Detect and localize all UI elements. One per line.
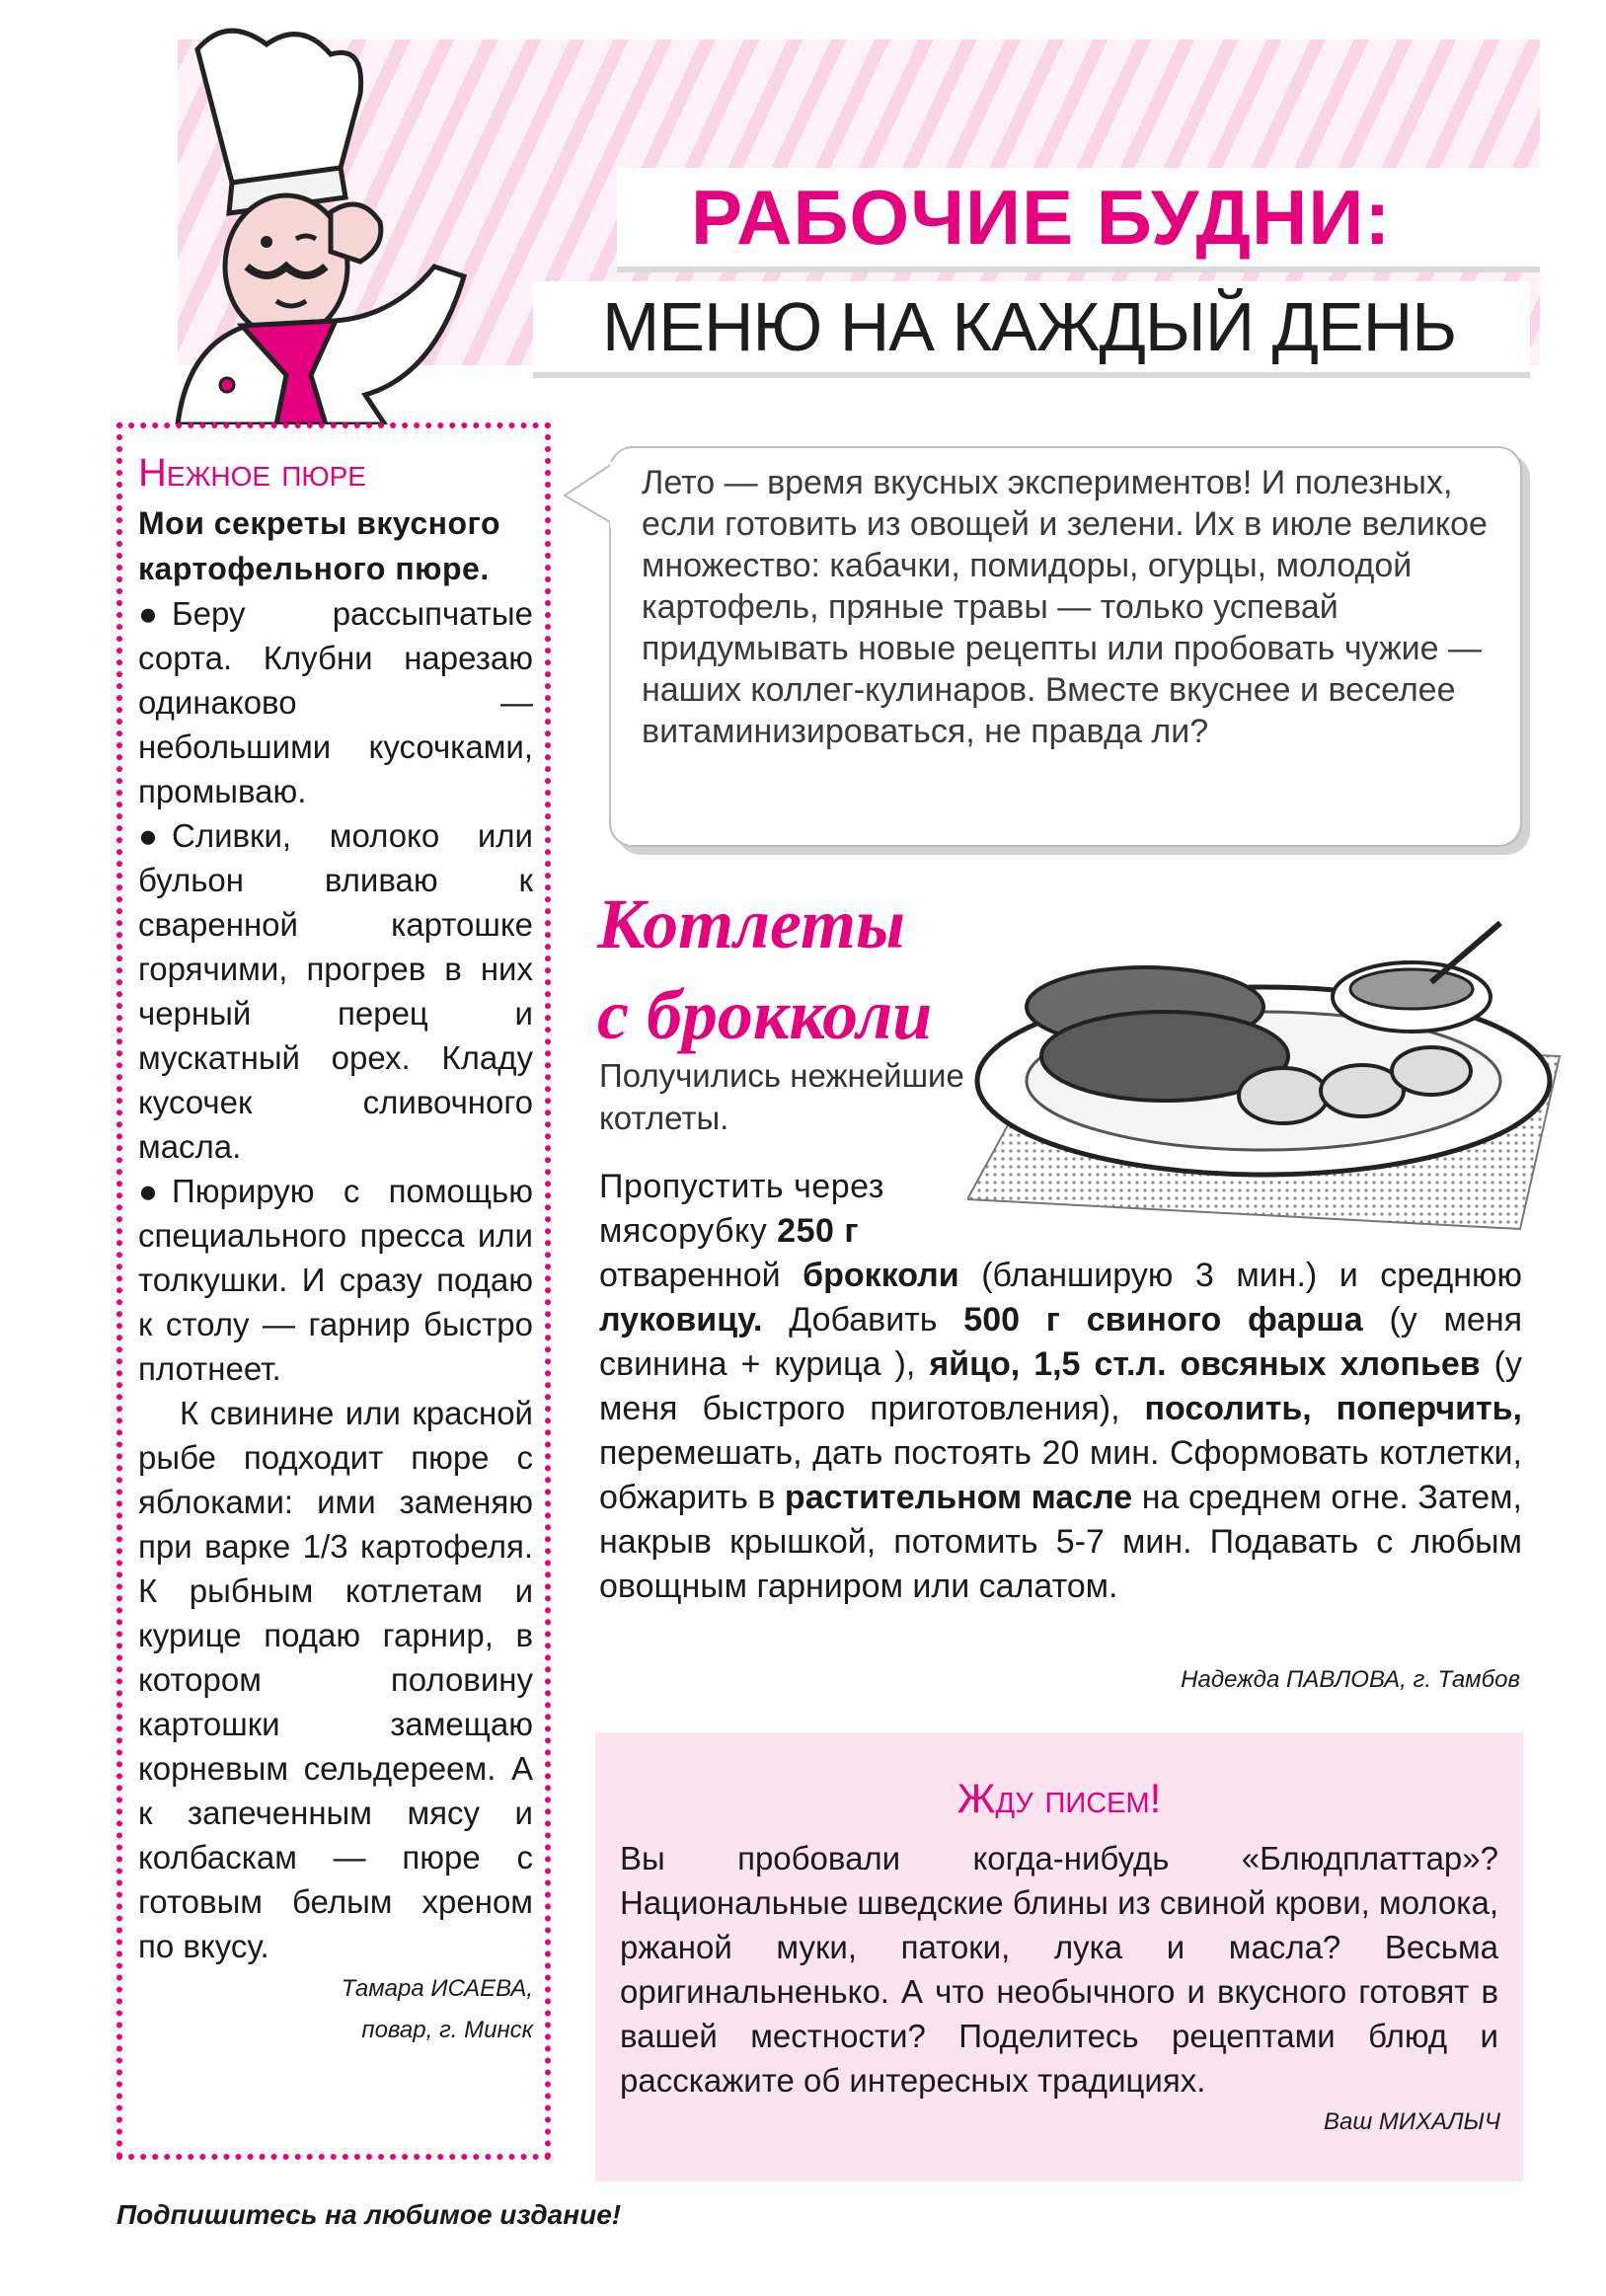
- tip-item: ● Беру рассыпчатые сорта. Клубни нарезаю одинаково — небольшими кусочками, промываю.: [138, 591, 533, 813]
- tips-author-place: повар, г. Минск: [361, 2017, 533, 2043]
- recipe-step-intro: Пропустить через мясорубку 250 г: [599, 1168, 884, 1250]
- bullet-icon: ●: [138, 1173, 158, 1209]
- bullet-icon: ●: [138, 595, 158, 632]
- cutlets-plate-illustration: [967, 918, 1579, 1234]
- letters-heading: Жду писем!: [956, 1775, 1162, 1821]
- speech-bubble-tail: [561, 456, 620, 535]
- tips-heading: Нежное пюре: [138, 451, 366, 495]
- tips-author-name: Тамара ИСАЕВА,: [341, 1975, 533, 2002]
- tip-item: ● Сливки, молоко или бульон вливаю к сваренной картошке горячими, прогрев в них черный перец и мускатный орех. Кладу кусочек сливочного масла.: [138, 813, 533, 1169]
- chef-illustration: [138, 20, 563, 424]
- letters-signature: Ваш МИХАЛЫЧ: [1323, 2108, 1500, 2135]
- page-title: РАБОЧИЕ БУДНИ:: [691, 174, 1392, 261]
- recipe-lead: Получились нежнейшие котлеты.: [599, 1057, 964, 1136]
- recipe-title: Котлеты с брокколи: [597, 884, 933, 1054]
- subscribe-footer: Подпишитесь на любимое издание!: [116, 2199, 622, 2230]
- page-subtitle: МЕНЮ НА КАЖДЫЙ ДЕНЬ: [602, 288, 1457, 365]
- bullet-icon: ●: [138, 817, 158, 854]
- tips-intro: Мои секреты вкусного картофельного пюре.: [138, 505, 500, 586]
- intro-text: Лето — время вкусных экспериментов! И полезных, если готовить из овощей и зелени. Их в июле великое множество: кабачки, помидоры, огурцы, молодой картофель, пряные травы — только успевай придумывать новые рецепты или пробовать чужие — наших коллег-кулинаров. Вместе вкуснее и веселее витаминизироваться, не правда ли?: [642, 464, 1488, 750]
- tip-item: ● Пюрирую с помощью специального пресса или толкушки. И сразу подаю к столу — гарнир быстро плотнеет.: [138, 1169, 533, 1391]
- recipe-instructions: отваренной брокколи (бланширую 3 мин.) и среднюю луковицу. Добавить 500 г свиного фарша (у меня свинина + курица ), яйцо, 1,5 ст.л. овсяных хлопьев (у меня быстрого приготовления), посолить, поперчить, перемешать, дать постоять 20 мин. Сформовать котлетки, обжарить в растительном масле на среднем огне. Затем, накрыв крышкой, потомить 5-7 мин. Подавать с любым овощным гарниром или салатом.: [599, 1257, 1523, 1605]
- mashed-potato-tips: [138, 449, 533, 2051]
- recipe-author: Надежда ПАВЛОВА, г. Тамбов: [1181, 1666, 1520, 1693]
- tips-paragraph: К свинине или красной рыбе подходит пюре с яблоками: ими заменяю при варке 1/3 картофеля. К рыбным котлетам и курице подаю гарнир, в котором половину картошки замещаю корневым сельдереем. А к запеченным мясу и колбаскам — пюре с готовым белым хреном по вкусу.: [138, 1395, 533, 1964]
- letters-text: Вы пробовали когда-нибудь «Блюдплаттар»? Национальные шведские блины из свиной крови, молока, ржаной муки, патоки, лука и масла? Весьма оригинальненько. А что необычного и вкусного готовят в вашей местности? Поделитесь рецептами блюд и расскажите об интересных традициях.: [620, 1840, 1498, 2099]
